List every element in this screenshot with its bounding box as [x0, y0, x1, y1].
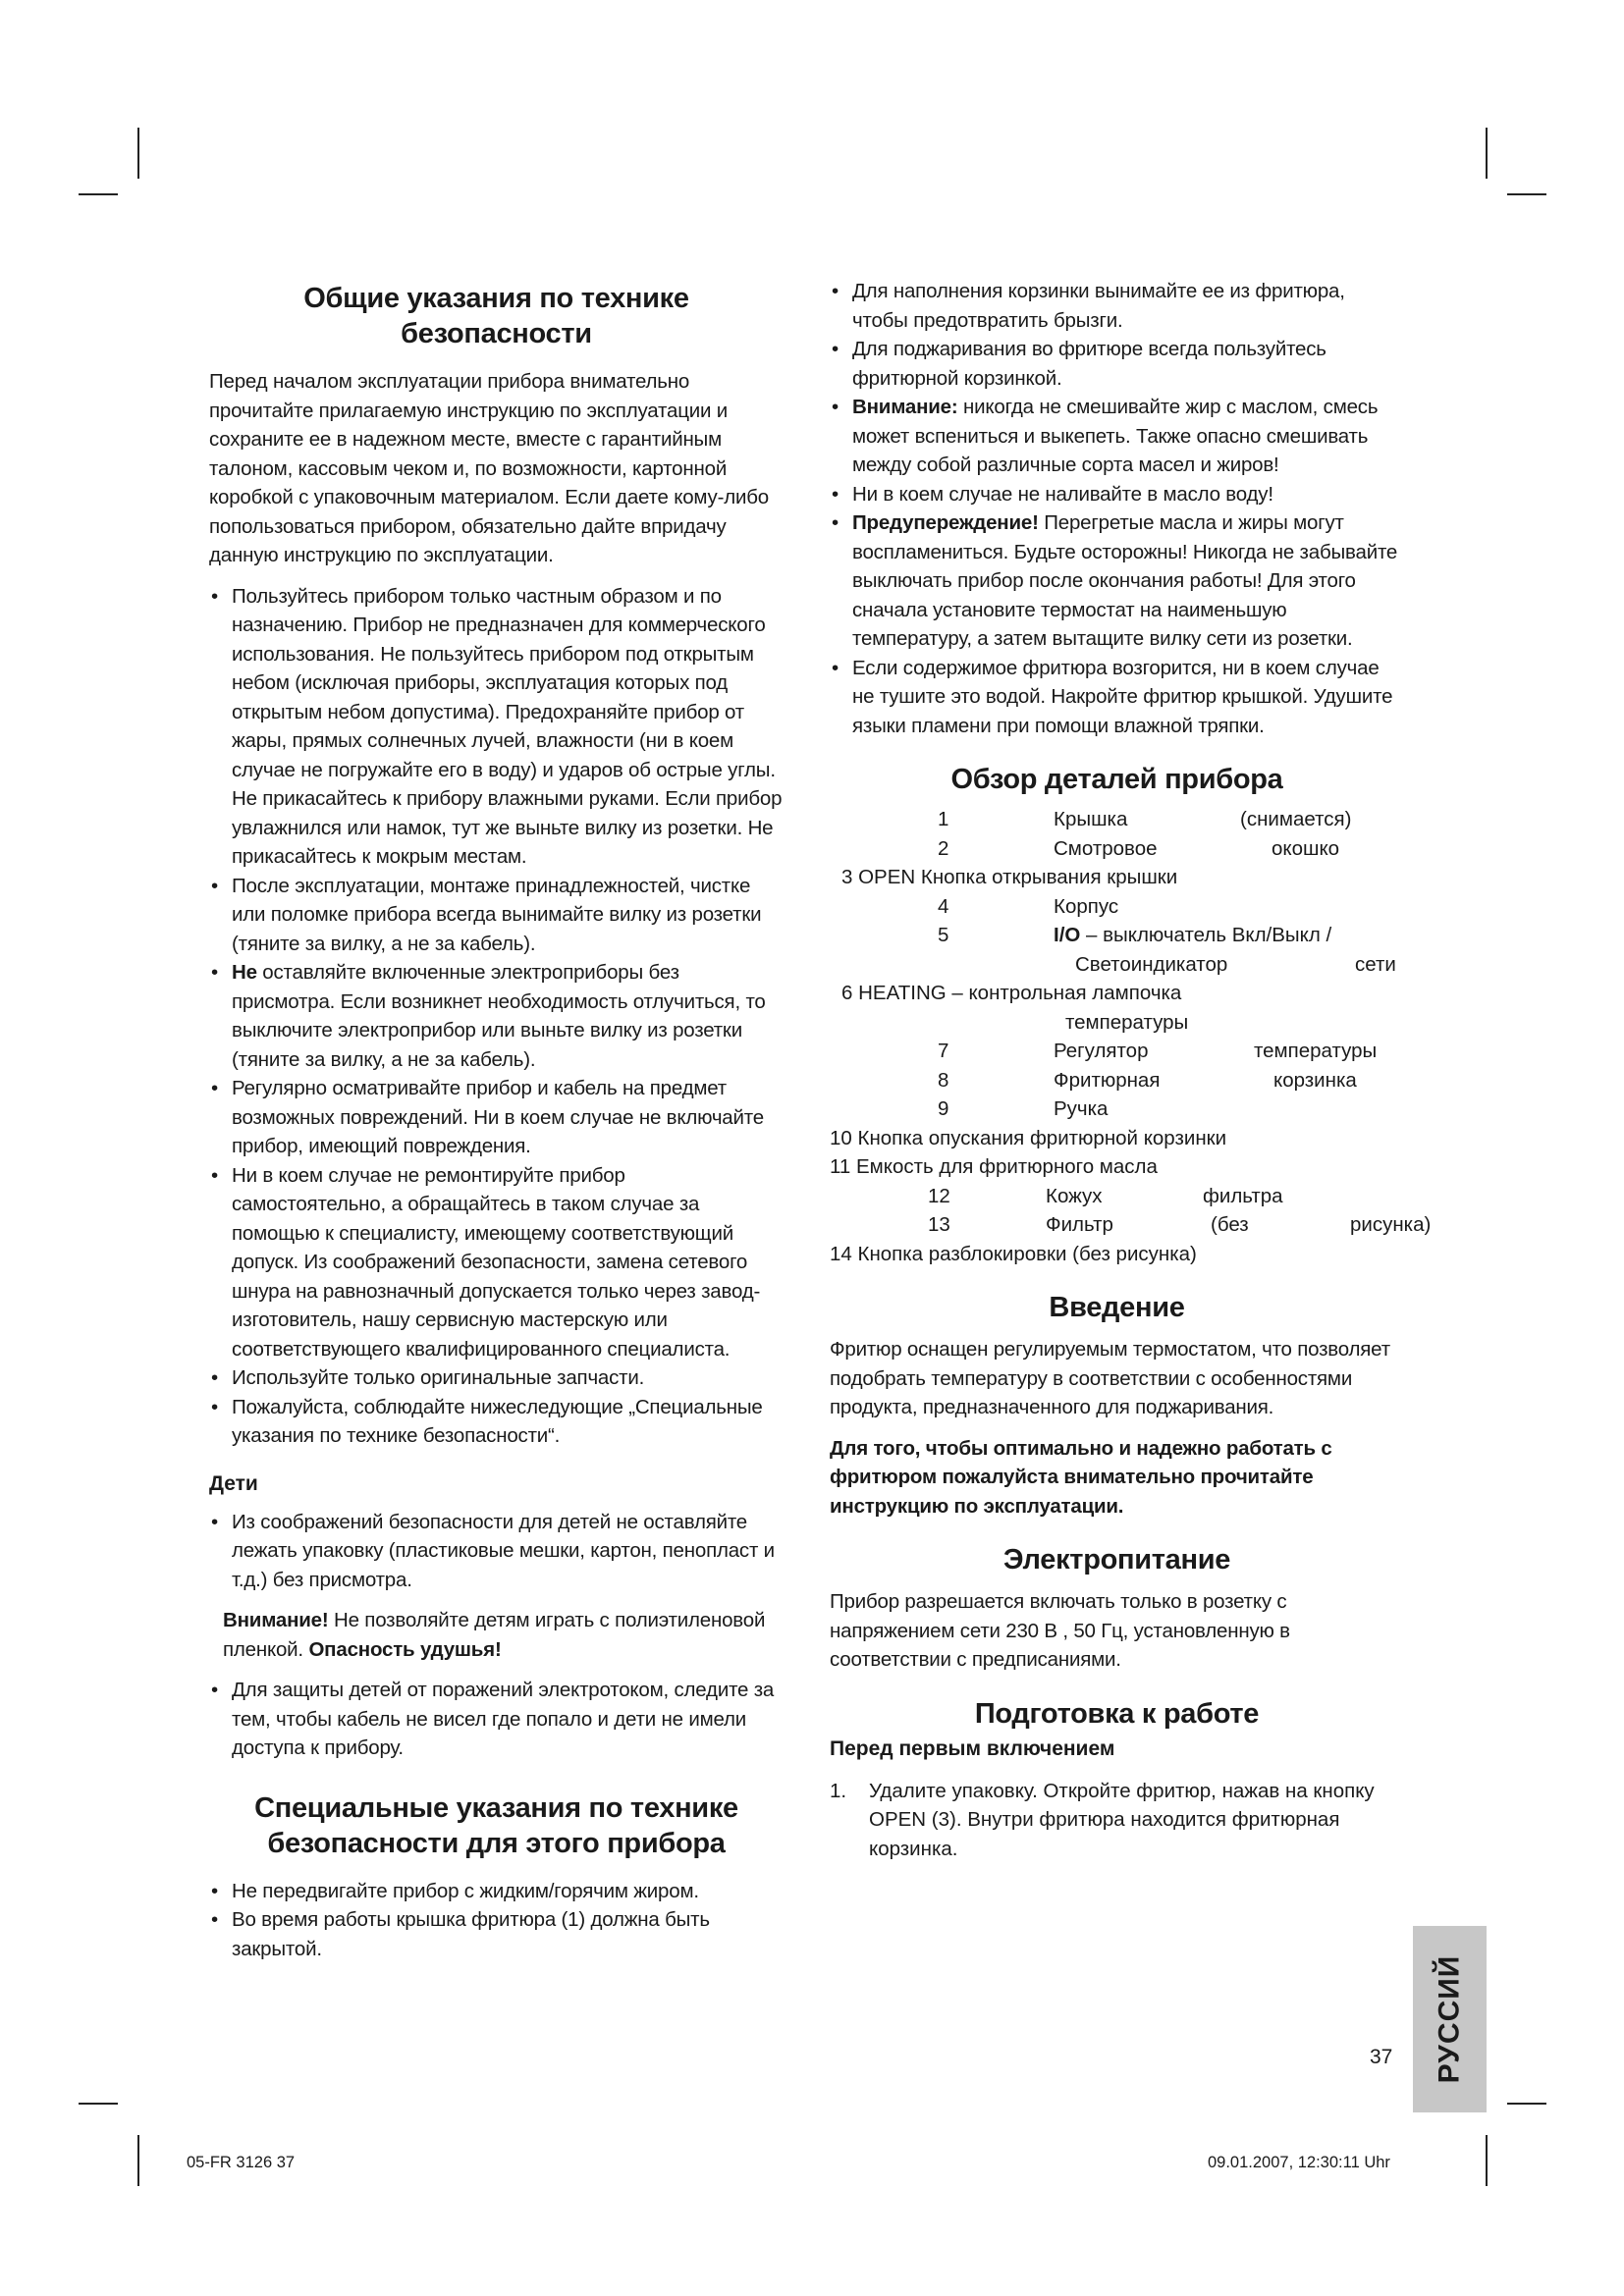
list-item: • Для наполнения корзинки вынимайте ее из фритюра, чтобы предотвратить брызги. [830, 277, 1404, 335]
list-item: • Внимание: никогда не смешивайте жир с маслом, смесь может вспениться и выкепеть. Также опасно смешивать между собой различные сорта масел и жиров! [830, 393, 1404, 480]
part-row-6-cont: температуры [1065, 1010, 1189, 1034]
part-row-5-cont: Светоиндикатор сети [1075, 952, 1396, 976]
intro-text: Фритюр оснащен регулируемым термостатом, что позволяет подобрать температуру в соответствии с особенностями продукта, предназначенного для поджаривания. [830, 1338, 1390, 1418]
part-row-6: 6 HEATING – контрольная лампочка [841, 982, 1182, 1004]
right-column [830, 277, 1432, 1863]
power-text: Прибор разрешается включать только в розетку с напряжением сети 230 В , 50 Гц, установленную в соответствии с предписаниями. [830, 1590, 1290, 1671]
list-item: • Ни в коем случае не ремонтируйте прибор самостоятельно, а обращайтесь в таком случае за помощью к специалисту, имеющему соответствующий допуск. Из соображений безопасности, замена сетевого шнура на равнозначный допускается только через завод-изготовитель, нашу сервисную мастерскую или соответствующего квалифицированного специалиста. [209, 1161, 784, 1364]
crop-mark [1507, 2103, 1546, 2105]
language-tab: РУССИЙ [1413, 1926, 1487, 2112]
part-row-13: 13 Фильтр (без рисунка) [928, 1213, 1432, 1236]
crop-mark [137, 128, 139, 179]
list-item: • Во время работы крышка фритюра (1) должна быть закрытой. [209, 1905, 784, 1963]
parts-title: Обзор деталей прибора [950, 764, 1283, 795]
part-row-2: 2 Смотровое окошко [938, 836, 1340, 860]
list-item: • Для защиты детей от поражений электротоком, следите за тем, чтобы кабель не висел где попало и дети не имели доступа к прибору. [209, 1676, 784, 1763]
part-row-4: 4 Корпус [938, 894, 1119, 918]
intro-bold-text: Для того, чтобы оптимально и надежно работать с фритюром пожалуйста внимательно прочитайте инструкцию по эксплуатации. [830, 1436, 1332, 1518]
crop-mark [1507, 193, 1546, 195]
list-item: • Регулярно осматривайте прибор и кабель на предмет возможных повреждений. Ни в коем случае не включайте прибор, имеющий повреждения. [209, 1074, 784, 1161]
part-row-10: 10 Кнопка опускания фритюрной корзинки [830, 1126, 1227, 1149]
safety-title: Общие указания по технике безопасности [303, 283, 689, 349]
list-item: • После эксплуатации, монтаже принадлежностей, чистке или поломке прибора всегда вынимайте вилку из розетки (тяните за вилку, а не за кабель). [209, 872, 784, 959]
part-row-5: 5 I/O – выключатель Вкл/Выкл / [938, 924, 1332, 946]
left-column [209, 257, 784, 1973]
prep-title: Подготовка к работе [974, 1697, 1260, 1730]
list-item: • Ни в коем случае не наливайте в масло воду! [830, 480, 1404, 509]
part-row-3: 3 OPEN Кнопка открывания крышки [841, 866, 1178, 888]
list-item: • Не оставляйте включенные электроприборы без присмотра. Если возникнет необходимость отлучиться, то выключите электроприбор или выньте вилку из розетки (тяните за вилку, а не за кабель). [209, 958, 784, 1074]
safety-list [209, 582, 784, 1451]
children-list-2 [209, 1676, 784, 1763]
list-item: • Пользуйтесь прибором только частным образом и по назначению. Прибор не предназначен для коммерческого использования. Не пользуйтесь прибором под открытым небом (исключая приборы, эксплуатация которых под открытым небом допустима). Предохраняйте прибор от жары, прямых солнечных лучей, влажности (ни в коем случае не погружайте его в воду) и ударов об острые углы. Не прикасайтесь к прибору влажными руками. Если прибор увлажнился или намок, тут же выньте вилку из розетки. Не прикасайтесь к мокрым местам. [209, 582, 784, 872]
list-item: • Предупереждение! Перегретые масла и жиры могут воспламениться. Будьте осторожны! Никогда не забывайте выключать прибор после окончания работы! Для этого сначала установите термостат на наименьшую температуру, а затем вытащите вилку сети из розетки. [830, 508, 1404, 654]
special-safety-title: Специальные указания по технике безопасности для этого прибора [254, 1791, 738, 1859]
crop-mark [79, 2103, 118, 2105]
list-item: • Из соображений безопасности для детей не оставляйте лежать упаковку (пластиковые мешки, картон, пенопласт и т.д.) без присмотра. [209, 1508, 784, 1595]
part-row-7: 7 Регулятор температуры [938, 1040, 1378, 1062]
part-row-9: 9 Ручка [938, 1097, 1109, 1120]
children-title: Дети [209, 1471, 258, 1495]
parts-list [830, 805, 1432, 1268]
prep-step-1: 1. Удалите упаковку. Откройте фритюр, нажав на кнопку OPEN (3). Внутри фритюра находится фритюрная корзинка. [830, 1779, 1375, 1860]
list-item: • Если содержимое фритюра возгорится, ни в коем случае не тушите это водой. Накройте фритюр крышкой. Удушите языки пламени при помощи влажной тряпки. [830, 654, 1404, 741]
part-row-11: 11 Емкость для фритюрного масла [830, 1155, 1158, 1178]
special-safety-list [209, 1877, 784, 1964]
intro-title: Введение [1049, 1292, 1185, 1323]
crop-mark [1486, 2135, 1488, 2186]
children-warning: Внимание! Не позволяйте детям играть с полиэтиленовой пленкой. Опасность удушья! [223, 1609, 766, 1661]
list-item: • Используйте только оригинальные запчасти. [209, 1363, 784, 1393]
part-row-8: 8 Фритюрная корзинка [938, 1068, 1357, 1092]
list-item: • Не передвигайте прибор с жидким/горячим жиром. [209, 1877, 784, 1906]
crop-mark [79, 193, 118, 195]
footer-left: 05-FR 3126 37 [187, 2154, 296, 2171]
power-title: Электропитание [1002, 1544, 1231, 1575]
part-row-14: 14 Кнопка разблокировки (без рисунка) [830, 1242, 1197, 1265]
safety-intro: Перед началом эксплуатации прибора внимательно прочитайте прилагаемую инструкцию по эксплуатации и сохраните ее в надежном месте, вместе с гарантийным талоном, кассовым чеком и, по возможности, картонной коробкой с упаковочным материалом. Если даете кому-либо попользоваться прибором, обязательно дайте впридачу данную инструкцию по эксплуатации. [209, 370, 769, 566]
part-row-12: 12 Кожух фильтра [928, 1184, 1283, 1207]
footer-right: 09.01.2007, 12:30:11 Uhr [1208, 2154, 1390, 2171]
list-item: • Пожалуйста, соблюдайте нижеследующие „Специальные указания по технике безопасности“. [209, 1393, 784, 1451]
page-number: 37 [1370, 2046, 1393, 2068]
safety-list-continued [830, 277, 1404, 740]
prep-subtitle: Перед первым включением [830, 1736, 1115, 1760]
children-list [209, 1508, 784, 1595]
crop-mark [137, 2135, 139, 2186]
list-item: • Для поджаривания во фритюре всегда пользуйтесь фритюрной корзинкой. [830, 335, 1404, 393]
crop-mark [1486, 128, 1488, 179]
part-row-1: 1 Крышка (снимается) [938, 808, 1352, 830]
